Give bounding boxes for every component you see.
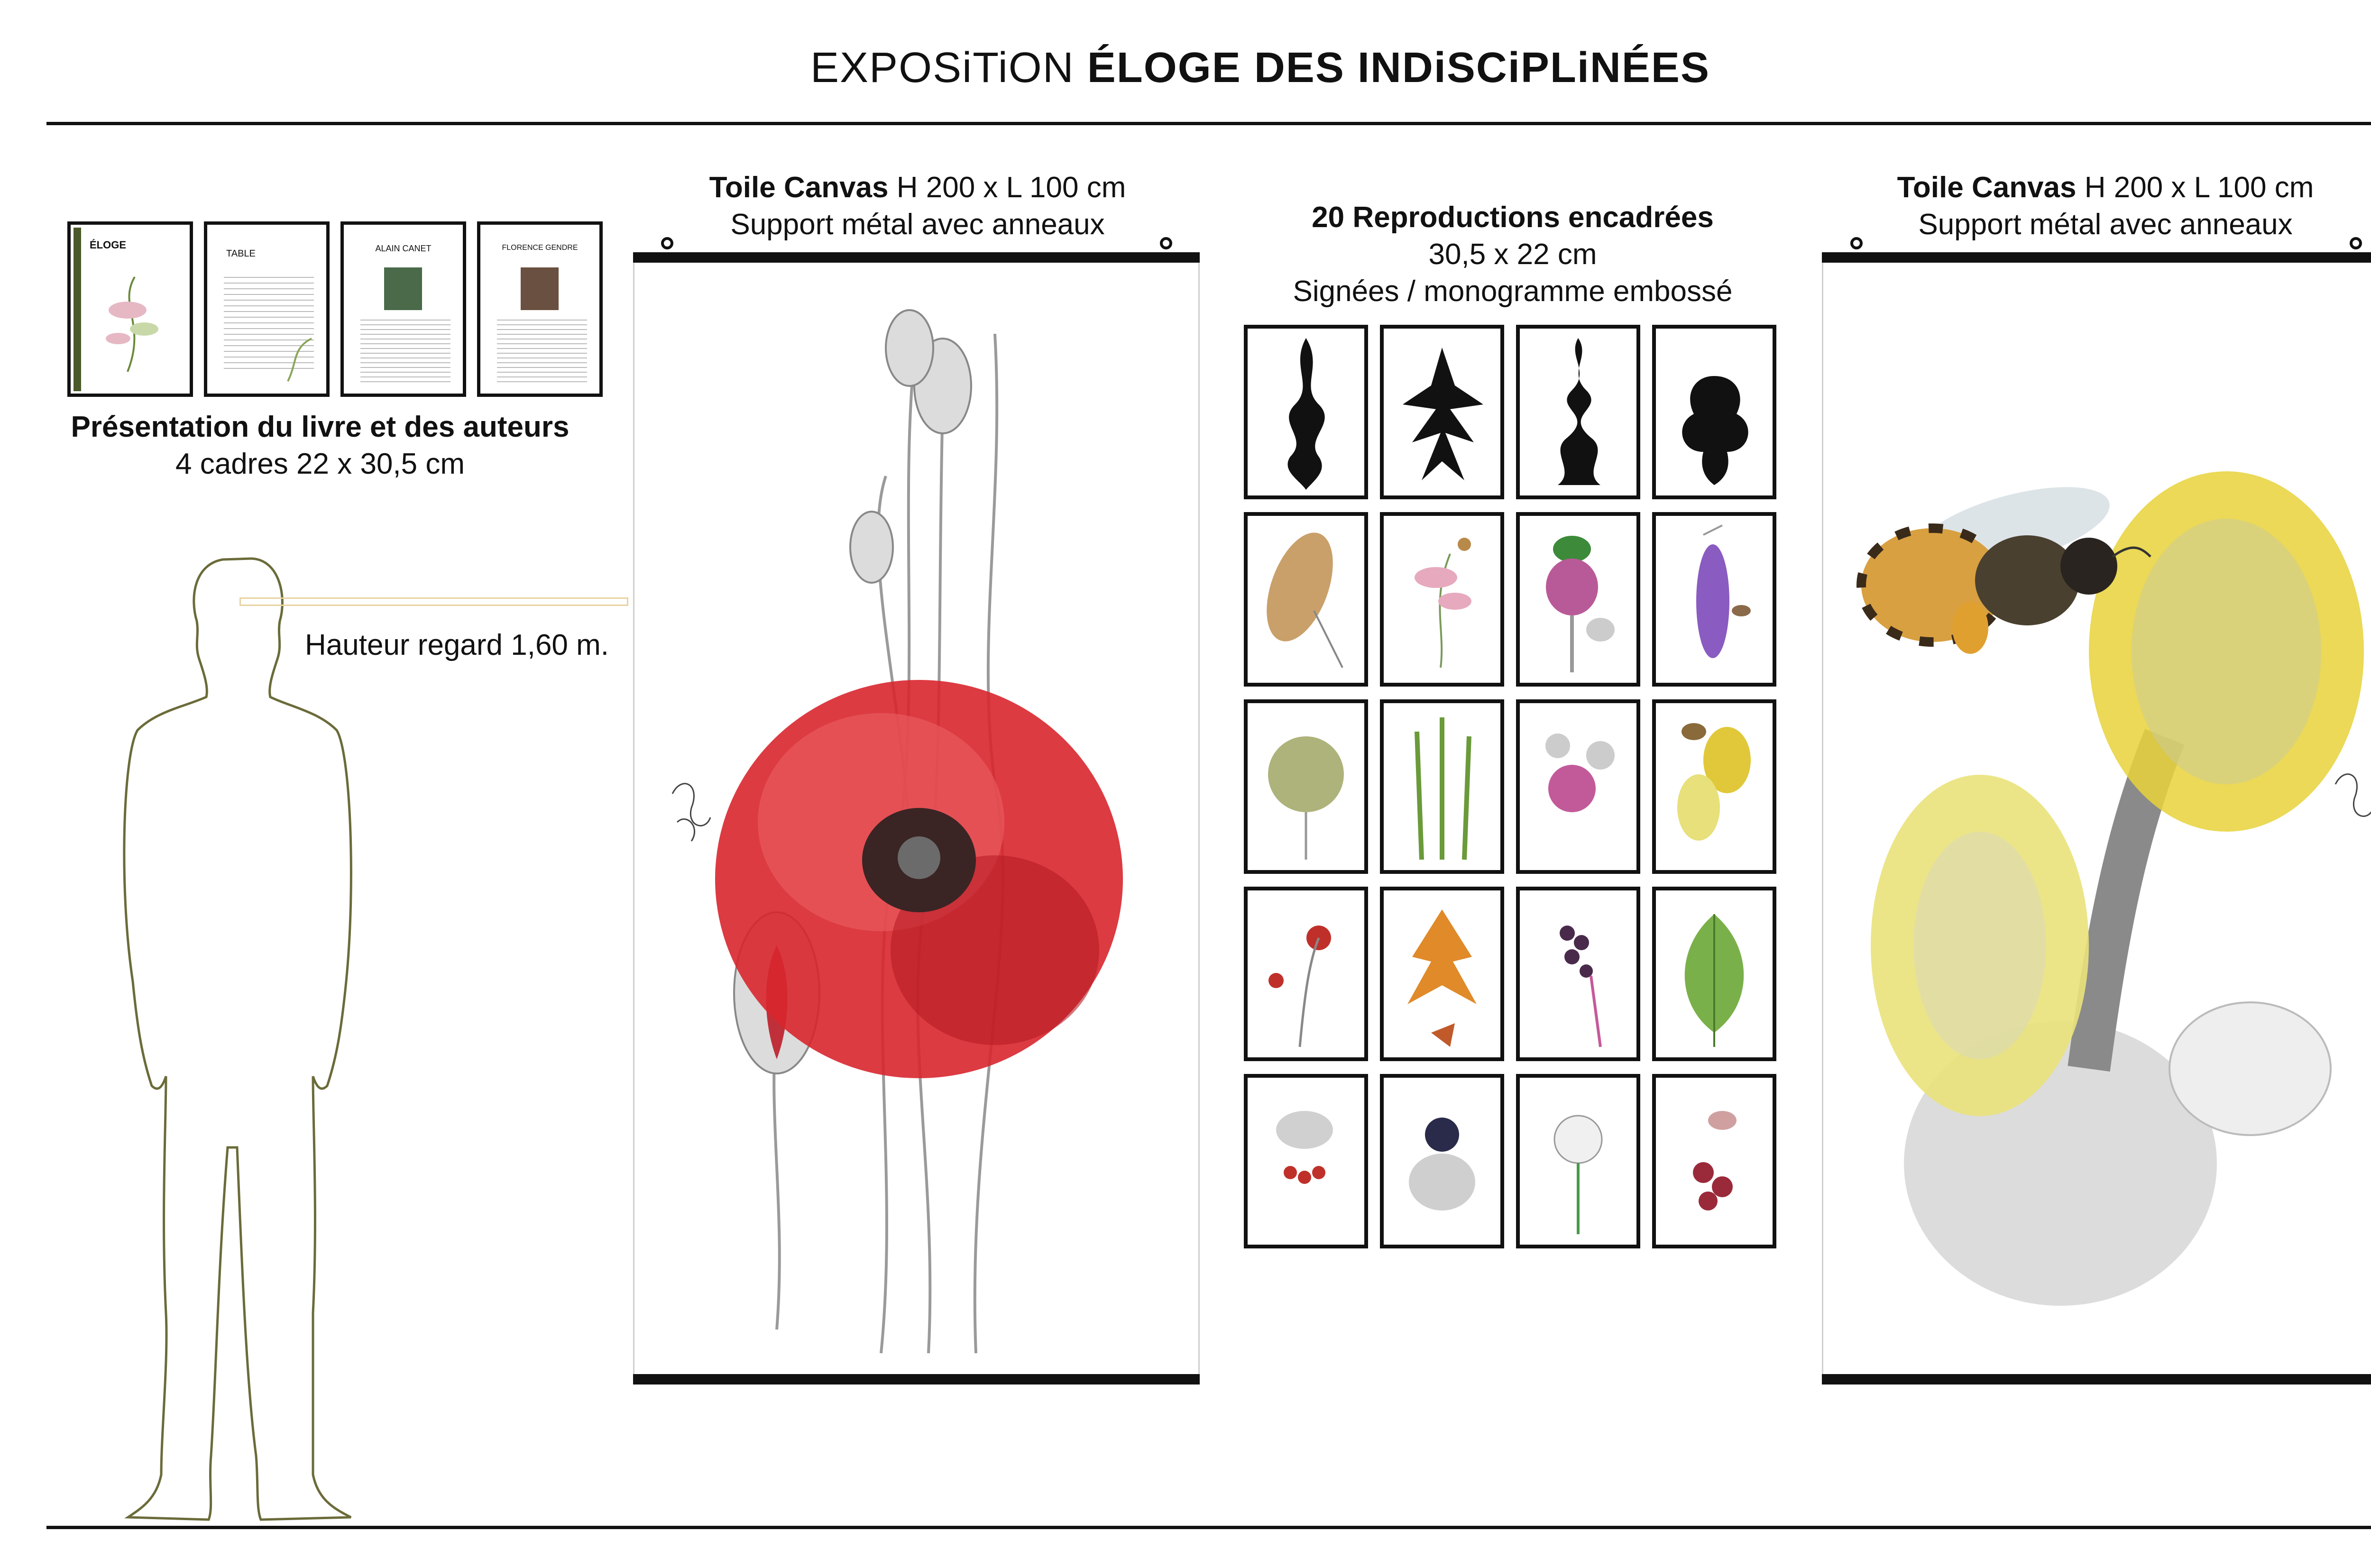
print-bindweed bbox=[1516, 1074, 1640, 1248]
book-author1-title: ALAIN CANET bbox=[375, 244, 432, 253]
print-silhouette-1 bbox=[1244, 325, 1368, 499]
canvas-right-top-bar bbox=[1822, 252, 2371, 263]
canvas-left-caption bbox=[631, 169, 1204, 243]
reproductions-grid bbox=[1244, 325, 1775, 1252]
ring-icon bbox=[1850, 237, 1863, 249]
book-table-frame bbox=[204, 221, 330, 397]
canvas-left-caption-sub: Support métal avec anneaux bbox=[730, 208, 1105, 241]
books-caption-bold: Présentation du livre et des auteurs bbox=[71, 411, 570, 443]
books-caption-sub: 4 cadres 22 x 30,5 cm bbox=[175, 448, 465, 480]
books-caption bbox=[28, 409, 612, 483]
canvas-right-artwork bbox=[1822, 263, 2371, 1377]
reproductions-caption-bold: 20 Reproductions encadrées bbox=[1312, 201, 1714, 234]
print-nettle-leaf bbox=[1652, 887, 1776, 1061]
print-silhouette-4 bbox=[1652, 325, 1776, 499]
title-bold: ÉLOGE DES INDiSCiPLiNÉES bbox=[1087, 44, 1710, 92]
reproductions-note: Signées / monogramme embossé bbox=[1293, 275, 1733, 308]
canvas-left-artwork bbox=[633, 263, 1200, 1377]
author2-photo bbox=[521, 267, 559, 310]
canvas-right-caption-bold: Toile Canvas bbox=[1897, 171, 2077, 204]
canvas-right-caption bbox=[1819, 169, 2371, 243]
print-honeysuckle bbox=[1380, 512, 1504, 687]
print-silhouette-2 bbox=[1380, 325, 1504, 499]
canvas-right-caption-sub: Support métal avec anneaux bbox=[1918, 208, 2293, 241]
reproductions-caption bbox=[1223, 199, 1802, 310]
canvas-left-caption-rest: H 200 x L 100 cm bbox=[888, 171, 1126, 204]
book-author2-title: FLORENCE GENDRE bbox=[502, 244, 578, 252]
canvas-right-bottom-bar bbox=[1822, 1374, 2371, 1385]
print-grass bbox=[1380, 699, 1504, 874]
print-wild-carrot bbox=[1244, 699, 1368, 874]
floor-rule bbox=[46, 1526, 2371, 1529]
print-bee-catkin bbox=[1652, 699, 1776, 874]
poppy-illustration bbox=[634, 263, 1198, 1377]
eye-level-line bbox=[239, 597, 628, 606]
print-hawthorn bbox=[1244, 1074, 1368, 1248]
print-blackberry bbox=[1380, 1074, 1504, 1248]
person-outline bbox=[114, 555, 370, 1527]
page-title bbox=[0, 44, 2371, 92]
print-autumn-leaf bbox=[1380, 887, 1504, 1061]
book-frames bbox=[67, 221, 603, 397]
ring-icon bbox=[1160, 237, 1172, 249]
bee-willow-illustration bbox=[1823, 263, 2371, 1377]
print-moth bbox=[1244, 512, 1368, 687]
canvas-right-caption-rest: H 200 x L 100 cm bbox=[2076, 171, 2314, 204]
canvas-left-caption-bold: Toile Canvas bbox=[709, 171, 889, 204]
author1-photo bbox=[384, 267, 422, 310]
reproductions-size: 30,5 x 22 cm bbox=[1428, 238, 1597, 271]
book-author2-frame bbox=[477, 221, 603, 397]
title-light: EXPOSiTiON bbox=[810, 44, 1075, 92]
print-thistle bbox=[1516, 512, 1640, 687]
print-red-berry bbox=[1244, 887, 1368, 1061]
print-pokeweed bbox=[1516, 887, 1640, 1061]
book-cover-title: ÉLOGE bbox=[90, 239, 127, 251]
ring-icon bbox=[2350, 237, 2362, 249]
top-rule bbox=[46, 122, 2371, 125]
print-silhouette-3 bbox=[1516, 325, 1640, 499]
print-buddleia bbox=[1652, 512, 1776, 687]
canvas-left-bottom-bar bbox=[633, 1374, 1200, 1385]
book-table-title: TABLE bbox=[226, 248, 256, 259]
eye-level-label: Hauteur regard 1,60 m. bbox=[305, 629, 609, 661]
print-cherries bbox=[1652, 1074, 1776, 1248]
book-cover-frame bbox=[67, 221, 193, 397]
canvas-left-top-bar bbox=[633, 252, 1200, 263]
print-mallow bbox=[1516, 699, 1640, 874]
book-author1-frame bbox=[340, 221, 466, 397]
ring-icon bbox=[661, 237, 673, 249]
